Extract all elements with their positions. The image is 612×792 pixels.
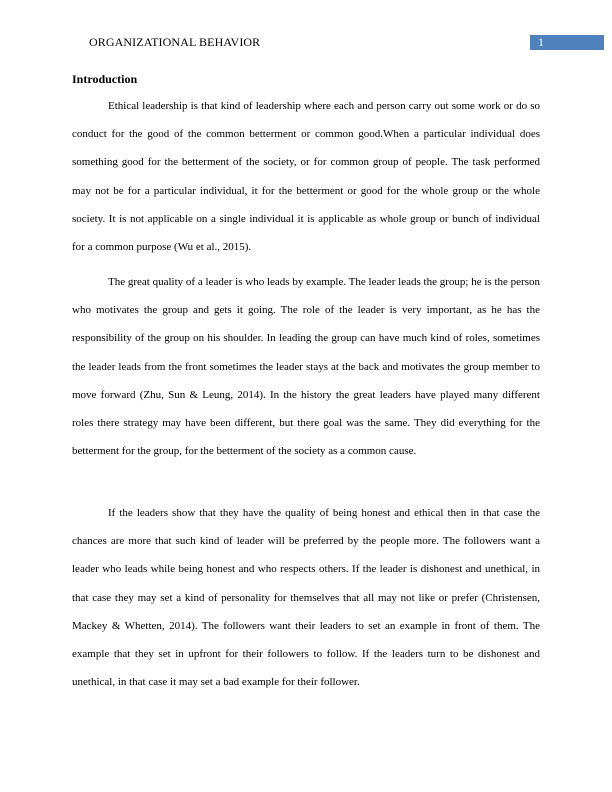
body-paragraph: The great quality of a leader is who leads by example. The leader leads the group; he is the person who motivates the group and gets it going. The role of the leader is very important, as he has the responsibility of the group on his shoulder. In leading the group can have much kind of roles, sometimes the leader leads from the front sometimes the leader stays at the back and motivates the group member to move forward (Zhu, Sun & Leung, 2014). In the history the great leaders have played many different roles there strategy may have been different, but there goal was the same. They did everything for the betterment for the group, for the betterment of the society as a common cause. <box>72 276 540 458</box>
page-number-box <box>530 35 604 50</box>
running-header-title: ORGANIZATIONAL BEHAVIOR <box>89 35 261 49</box>
page-number: 1 <box>538 35 544 49</box>
section-heading: Introduction <box>72 72 138 86</box>
body-paragraph: Ethical leadership is that kind of leadership where each and person carry out some work or do so conduct for the good of the common betterment or common good.When a particular individual does something good for the betterment of the society, or for common group of people. The task performed may not be for a particular individual, it for the betterment or good for the whole group or the whole society. It is not applicable on a single individual it is applicable as whole group or bunch of individual for a common purpose (Wu et al., 2015). <box>72 100 540 254</box>
body-paragraph: If the leaders show that they have the quality of being honest and ethical then in that case the chances are more that such kind of leader will be preferred by the people more. The followers want a leader who leads while being honest and who respects others. If the leader is dishonest and unethical, in that case they may set a kind of personality for themselves that all may not like or prefer (Christensen, Mackey & Whetten, 2014). The followers want their leaders to set an example in front of them. The example that they set in upfront for their followers to follow. If the leaders turn to be dishonest and unethical, in that case it may set a bad example for their follower. <box>72 507 540 689</box>
